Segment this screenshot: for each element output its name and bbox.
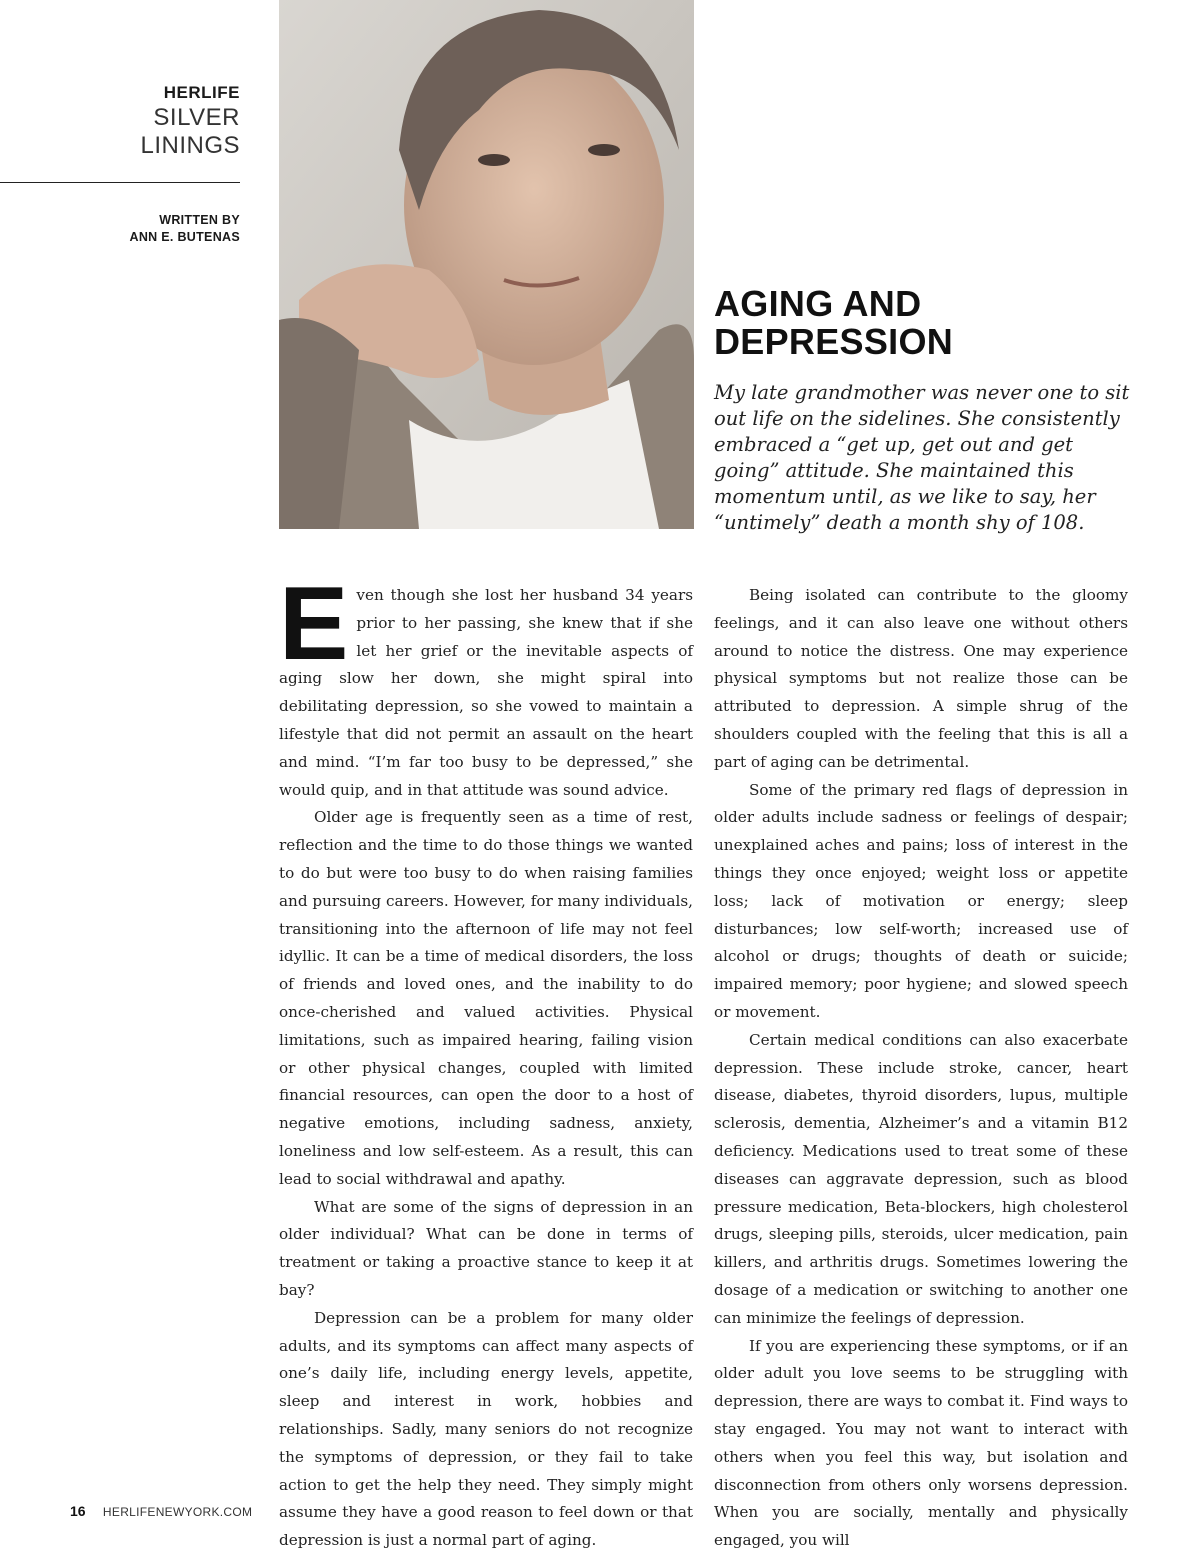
body-paragraph: Older age is frequently seen as a time of rest, reflection and the time to do those things we wanted to do but were too busy to do when raising families and pursuing careers. However, for many individuals, transitioning into the afternoon of life may not feel idyllic. It can be a time of medical disorders, the loss of friends and loved ones, and the inability to do once-cherished and valued activities. Physical limitations, such as impaired hearing, failing vision or other physical changes, coupled with limited financial resources, can open the door to a host of negative emotions, including sadness, anxiety, loneliness and low self-esteem. As a result, this can lead to social withdrawal and apathy. [279,808,693,1188]
sidebar-divider [0,182,240,183]
page-number: 16 [70,1503,86,1519]
body-paragraph: Depression can be a problem for many older adults, and its symptoms can affect many aspects of one’s daily life, including energy levels, appetite, sleep and interest in work, hobbies and relationships. Sadly, many seniors do not recognize the symptoms of depression, or they fail to take action to get the help they need. They simply might assume they have a good reason to feel down or that depression is just a normal part of aging. [279,1308,693,1550]
byline-label: WRITTEN BY [159,213,240,227]
byline [0,212,240,246]
portrait-photo [279,0,694,529]
body-column-left [279,566,693,1555]
page-footer [70,1503,252,1519]
kicker-section-line-1: SILVER [153,104,240,131]
body-column-right [714,582,1128,1555]
body-paragraph [279,566,693,804]
portrait-illustration [279,0,694,529]
article-headline [714,285,1154,361]
body-paragraph: Being isolated can contribute to the gloomy feelings, and it can also leave one without others around to notice the distress. One may experience physical symptoms but not realize those can be attributed to depression. A simple shrug of the shoulders coupled with the feeling that this is all a part of aging can be detrimental. [714,586,1128,771]
kicker-section-line-2: LININGS [140,132,240,159]
kicker-brand: HERLIFE [163,83,240,102]
paragraph-text: ven though she lost her husband 34 years prior to her passing, she knew that if she let her grief or the inevitable aspects of aging slow her down, she might spiral into debilitating depression, so she vowed to maintain a lifestyle that did not permit an assault on the heart and mind. “I’m far too busy to be depressed,” she would quip, and in that attitude was sound advice. [279,586,693,799]
body-paragraph: If you are experiencing these symptoms, or if an older adult you love seems to be struggling with depression, there are ways to combat it. Find ways to stay engaged. You may not want to interact with others when you feel this way, but isolation and disconnection from others only worsens depression. When you are socially, mentally and physically engaged, you will [714,1336,1128,1550]
headline-line-2: DEPRESSION [714,321,954,362]
website-link[interactable]: HERLIFENEWYORK.COM [102,1505,253,1519]
body-paragraph: Certain medical conditions can also exacerbate depression. These include stroke, cancer, heart disease, diabetes, thyroid disorders, lupus, multiple sclerosis, dementia, Alzheimer’s and a vitamin B12 deficiency. Medications used to treat some of these diseases can aggravate depression, such as blood pressure medication, Beta-blockers, high cholesterol drugs, sleeping pills, steroids, ulcer medication, pain killers, and arthritis drugs. Sometimes lowering the dosage of a medication or switching to another one can minimize the feelings of depression. [714,1030,1128,1327]
byline-author: ANN E. BUTENAS [129,230,240,244]
headline-line-1: AGING AND [714,283,922,324]
drop-cap: E [279,566,349,682]
body-paragraph: What are some of the signs of depression in an older individual? What can be done in terms of treatment or taking a proactive stance to keep it at bay? [279,1197,693,1299]
article-deck: My late grandmother was never one to sit out life on the sidelines. She consistently embraced a “get up, get out and get going” attitude. She maintained this momentum until, as we like to say, her “untimely” death a month shy of 108. [714,381,1130,534]
section-kicker [0,82,240,160]
body-paragraph: Some of the primary red flags of depression in older adults include sadness or feelings of despair; unexplained aches and pains; loss of interest in the things they once enjoyed; weight loss or appetite loss; lack of motivation or energy; sleep disturbances; low self-worth; increased use of alcohol or drugs; thoughts of death or suicide; impaired memory; poor hygiene; and slowed speech or movement. [714,780,1128,1021]
